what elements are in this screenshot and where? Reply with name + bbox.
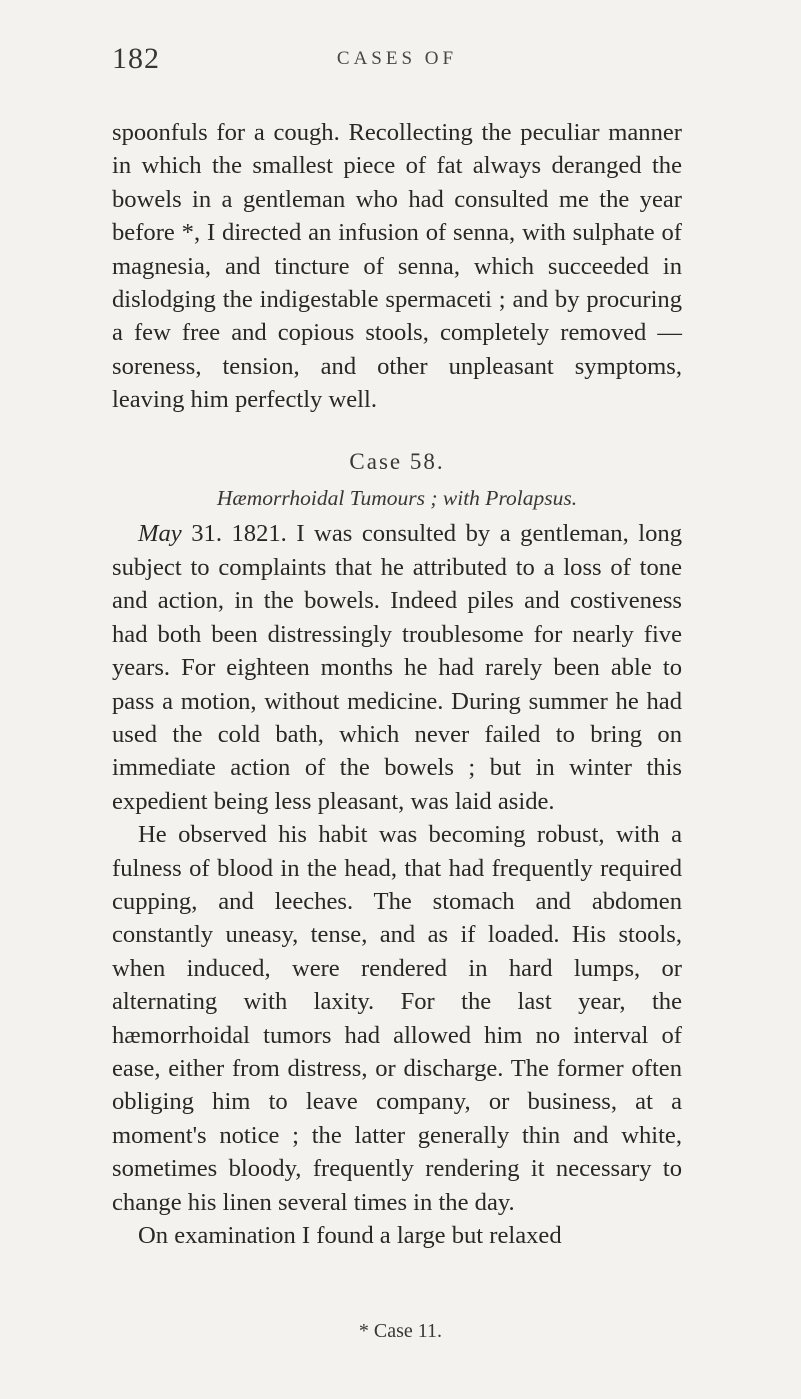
running-head bbox=[112, 42, 682, 82]
paragraph-case-opening bbox=[112, 517, 682, 818]
body-text bbox=[112, 116, 682, 1252]
paragraph-symptoms: He observed his habit was becoming robust, with a fulness of blood in the head, that had frequently required cupping, and leeches. The stomach and abdomen constantly uneasy, tense, and as if loaded. His stools, when induced, were rendered in hard lumps, or alternating with laxity. For the last year, the hæmorrhoidal tumors had allowed him no interval of ease, either from distress, or discharge. The former often obliging him to leave company, or business, at a moment's notice ; the latter generally thin and white, sometimes bloody, frequently rendering it necessary to change his linen several times in the day. bbox=[112, 821, 682, 1216]
running-title: CASES OF bbox=[336, 48, 458, 69]
date-lead: May bbox=[138, 520, 182, 548]
paragraph-continuation: spoonfuls for a cough. Recollecting the peculiar manner in which the smallest piece of fat always deranged the bowels in a gentleman who had consulted me the year before *, I directed an infusion of senna, with sulphate of magnesia, and tincture of senna, which succeeded in dislodging the indigestable spermaceti ; and by procuring a few free and copious stools, completely removed — soreness, tension, and other unpleasant symptoms, leaving him perfectly well. bbox=[112, 119, 682, 414]
paragraph-examination: On examination I found a large but relaxed bbox=[138, 1222, 562, 1249]
paragraph-case-opening-text: 31. 1821. I was consulted by a gentleman, long subject to complaints that he attributed to a loss of tone and action, in the bowels. Indeed piles and costiveness had both been distressingly troublesome for nearly five years. For eighteen months he had rarely been able to pass a motion, without medicine. During summer he had used the cold bath, which never failed to bring on immediate action of the bowels ; but in winter this expedient being less pleasant, was laid aside. bbox=[112, 520, 682, 815]
case-subtitle: Hæmorrhoidal Tumours ; with Prolapsus. bbox=[216, 486, 578, 511]
footnote: * Case 11. bbox=[358, 1320, 443, 1342]
case-heading: Case 58. bbox=[349, 448, 445, 474]
page-number: 182 bbox=[112, 42, 160, 75]
